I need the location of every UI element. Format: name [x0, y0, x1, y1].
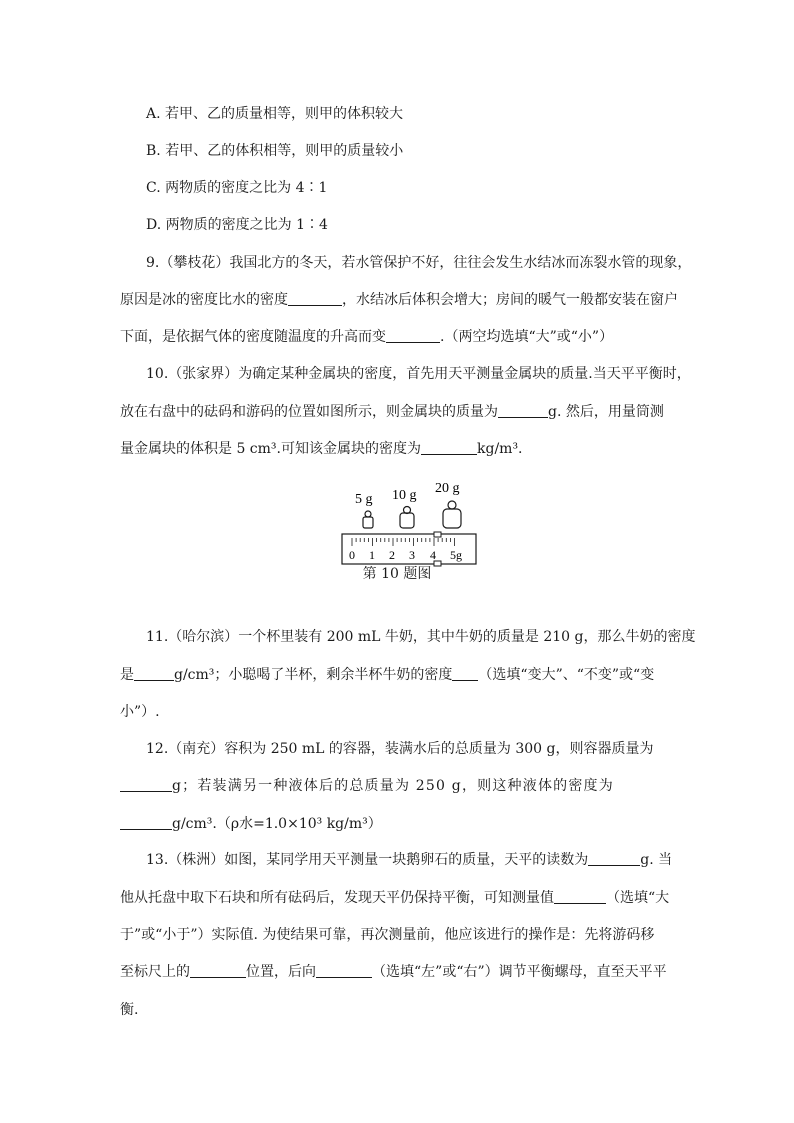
- balance-figure: [340, 478, 480, 568]
- q13-text: 位置，后向: [246, 964, 316, 980]
- q10-line1: 10.（张家界）为确定某种金属块的密度，首先用天平测量金属块的质量.当天平平衡时，: [146, 366, 691, 382]
- q10-line3: [120, 439, 523, 459]
- option-a: A. 若甲、乙的质量相等，则甲的体积较大: [146, 106, 404, 122]
- q13-line2: [120, 888, 669, 908]
- q11-line1: 11.（哈尔滨）一个杯里装有 200 mL 牛奶，其中牛奶的质量是 210 g，那么牛奶的密度: [146, 629, 696, 645]
- q9-line3: [120, 327, 613, 347]
- q10-line2: [120, 402, 664, 422]
- q13-line4: [120, 962, 667, 982]
- q11-line2: [120, 665, 654, 685]
- weight-5g-icon: [363, 511, 373, 528]
- tick-label-0: 0: [349, 548, 355, 562]
- tick-label-3: 3: [409, 548, 415, 562]
- answer-blank: [386, 328, 440, 343]
- q11-text: 是: [120, 667, 134, 683]
- weight-label-5g: 5 g: [355, 492, 373, 507]
- q11-line3: 小”）.: [120, 704, 160, 720]
- answer-blank: [498, 403, 548, 418]
- q9-text: .（两空均选填“大”或“小”）: [440, 329, 614, 345]
- weight-label-20g: 20 g: [435, 481, 460, 496]
- answer-blank: [588, 851, 640, 866]
- answer-blank: [316, 963, 372, 978]
- q12-line2: [120, 776, 614, 796]
- q11-text: （选填“变大”、“不变”或“变: [478, 667, 655, 683]
- answer-blank: [120, 815, 172, 830]
- q13-text: （选填“左”或“右”）调节平衡螺母，直至天平平: [372, 964, 667, 980]
- q13-text: 他从托盘中取下石块和所有砝码后，发现天平仍保持平衡，可知测量值: [120, 890, 554, 906]
- option-b: B. 若甲、乙的体积相等，则甲的质量较小: [146, 143, 404, 159]
- q13-text: g. 当: [640, 852, 673, 868]
- q12-text: g；若装满另一种液体后的总质量为 250 g，则这种液体的密度为: [172, 778, 614, 794]
- q11-text: g/cm³；小聪喝了半杯，剩余半杯牛奶的密度: [174, 667, 453, 683]
- answer-blank: [421, 440, 477, 455]
- tick-label-4: 4: [430, 548, 436, 562]
- q9-text: 下面，是依据气体的密度随温度的升高而变: [120, 329, 386, 345]
- rider-top: [434, 532, 441, 537]
- q10-text: kg/m³.: [477, 441, 523, 457]
- q13-line5: 衡.: [120, 1002, 139, 1018]
- answer-blank: [288, 291, 342, 306]
- weight-label-10g: 10 g: [392, 488, 417, 503]
- answer-blank: [452, 666, 478, 681]
- q9-line2: [120, 290, 678, 310]
- option-d: D. 两物质的密度之比为 1∶4: [146, 217, 328, 233]
- q9-line1: 9.（攀枝花）我国北方的冬天，若水管保护不好，往往会发生水结冰而冻裂水管的现象，: [146, 255, 692, 271]
- q12-line1: 12.（南充）容积为 250 mL 的容器，装满水后的总质量为 300 g，则容器质量为: [146, 741, 654, 757]
- tick-label-2: 2: [389, 548, 395, 562]
- answer-blank: [134, 666, 174, 681]
- option-c: C. 两物质的密度之比为 4∶1: [146, 180, 328, 196]
- q10-text: 量金属块的体积是 5 cm³.可知该金属块的密度为: [120, 441, 421, 457]
- tick-label-1: 1: [369, 548, 375, 562]
- weight-10g-icon: [400, 507, 414, 529]
- q12-line3: [120, 814, 382, 834]
- q13-line1: [146, 850, 672, 870]
- answer-blank: [190, 963, 246, 978]
- scale-ticks: [352, 538, 455, 546]
- answer-blank: [120, 777, 172, 792]
- q13-text: 至标尺上的: [120, 964, 190, 980]
- q10-text: g. 然后，用量筒测: [548, 404, 664, 420]
- figure-caption: 第 10 题图: [362, 566, 432, 582]
- q13-text: 13.（株洲）如图，某同学用天平测量一块鹅卵石的质量，天平的读数为: [146, 852, 589, 868]
- q13-line3: 于”或“小于”）实际值. 为使结果可靠，再次测量前，他应该进行的操作是：先将游码移: [120, 927, 655, 943]
- q13-text: （选填“大: [606, 890, 670, 906]
- q12-text: g/cm³.（ρ水=1.0×10³ kg/m³）: [172, 816, 382, 832]
- q9-text: ，水结冰后体积会增大；房间的暖气一般都安装在窗户: [342, 292, 678, 308]
- answer-blank: [554, 889, 606, 904]
- tick-label-5g: 5g: [450, 548, 462, 562]
- q10-text: 放在右盘中的砝码和游码的位置如图所示，则金属块的质量为: [120, 404, 498, 420]
- weight-20g-icon: [443, 501, 461, 528]
- q9-text: 原因是冰的密度比水的密度: [120, 292, 288, 308]
